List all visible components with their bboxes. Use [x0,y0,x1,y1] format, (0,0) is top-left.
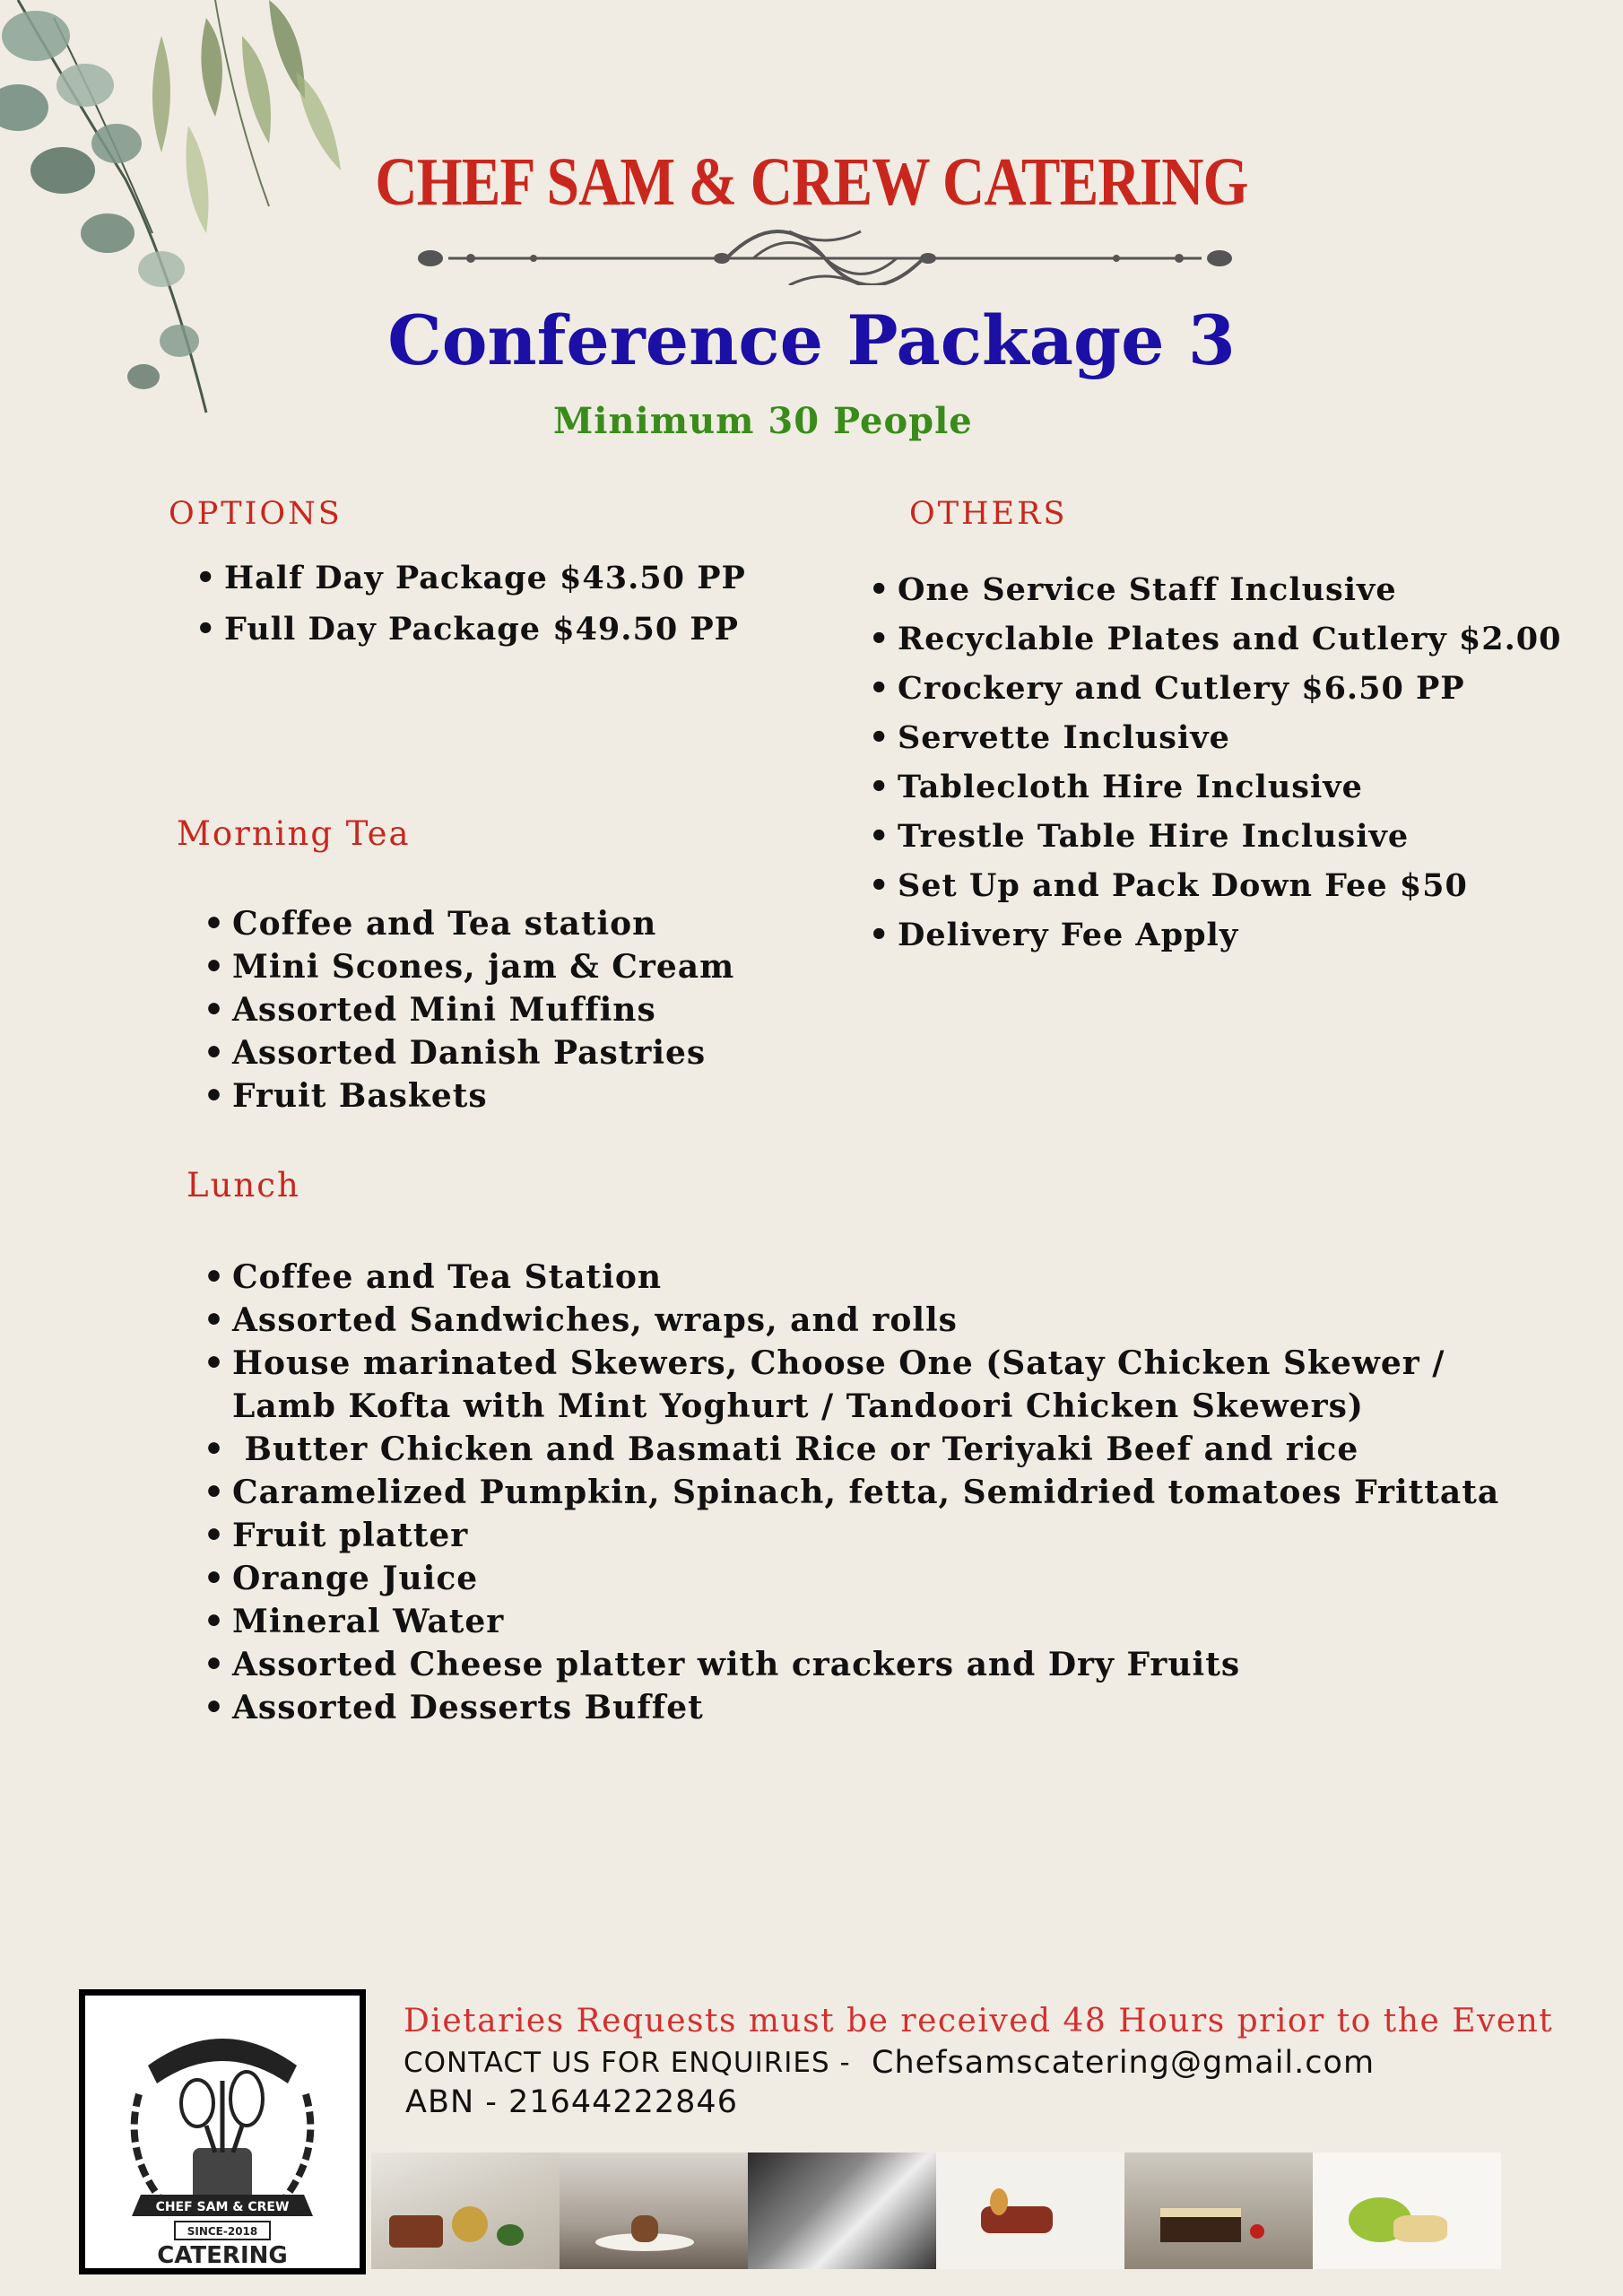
svg-text:MELBOURNE: MELBOURNE [169,2022,277,2050]
others-list [869,571,1562,966]
list-item: • Set Up and Pack Down Fee $50 [869,867,1468,904]
ornamental-divider [412,213,1237,285]
food-photo [560,2152,748,2269]
food-photo [748,2152,936,2269]
list-item: • Caramelized Pumpkin, Spinach, fetta, Semidried tomatoes Frittata [204,1474,1500,1511]
food-photo-strip [371,2152,1501,2269]
list-item: • Crockery and Cutlery $6.50 PP [869,670,1465,707]
list-item: • Assorted Sandwiches, wraps, and rolls [204,1301,958,1339]
list-item: • Mini Scones, jam & Cream [204,948,735,986]
morning-tea-heading: Morning Tea [177,814,411,853]
list-item: • Orange Juice [204,1560,479,1597]
list-item: • Coffee and Tea station [204,905,657,943]
options-heading: OPTIONS [169,496,343,532]
list-item: • Delivery Fee Apply [869,917,1239,953]
contact-email-link[interactable]: Chefsamscatering@gmail.com [872,2045,1376,2081]
list-item: • Fruit platter [204,1517,469,1554]
list-item: • Recyclable Plates and Cutlery $2.00 [869,621,1562,657]
svg-text:CHEF SAM & CREW: CHEF SAM & CREW [155,2200,290,2214]
list-item: • Fruit Baskets [204,1077,488,1115]
logo-emblem-icon [85,1996,360,2268]
list-item: • Half Day Package $43.50 PP [195,560,746,596]
list-item: • Trestle Table Hire Inclusive [869,818,1410,855]
minimum-people: Minimum 30 People [553,400,973,442]
food-photo [1313,2152,1501,2269]
food-photo [936,2152,1124,2269]
list-item: • Full Day Package $49.50 PP [195,611,740,648]
list-item: • Tablecloth Hire Inclusive [869,769,1363,805]
food-photo [371,2152,560,2269]
list-item: • Coffee and Tea Station [204,1258,663,1296]
catering-logo [79,1989,366,2274]
list-item: • Assorted Danish Pastries [204,1034,707,1072]
morning-tea-list [204,905,735,1120]
list-item: • Servette Inclusive [869,719,1230,756]
list-item: • Assorted Mini Muffins [204,991,656,1029]
list-item: • One Service Staff Inclusive [869,571,1397,608]
lunch-heading: Lunch [187,1166,300,1205]
list-item: • Mineral Water [204,1603,505,1640]
list-item: • House marinated Skewers, Choose One (Satay Chicken Skewer / Lamb Kofta with Mint Yoghurt / Tandoori Chicken Skewers) [204,1344,1445,1425]
abn-number: ABN - 21644222846 [405,2084,738,2120]
food-photo [1124,2152,1313,2269]
lunch-list [204,1256,1506,1729]
list-item: • Assorted Cheese platter with crackers and Dry Fruits [204,1646,1241,1683]
svg-text:SINCE-2018: SINCE-2018 [187,2225,258,2238]
dietary-notice: Dietaries Requests must be received 48 Hours prior to the Event [404,2003,1554,2039]
contact-label: CONTACT US FOR ENQUIRIES - [404,2047,851,2079]
package-title: Conference Package 3 [387,300,1236,380]
others-heading: OTHERS [909,496,1068,532]
brand-title: CHEF SAM & CREW CATERING [375,144,1248,220]
options-list [195,560,746,662]
list-item: • Butter Chicken and Basmati Rice or Teriyaki Beef and rice [204,1431,1359,1468]
list-item: • Assorted Desserts Buffet [204,1689,704,1726]
svg-text:CATERING: CATERING [157,2242,288,2268]
